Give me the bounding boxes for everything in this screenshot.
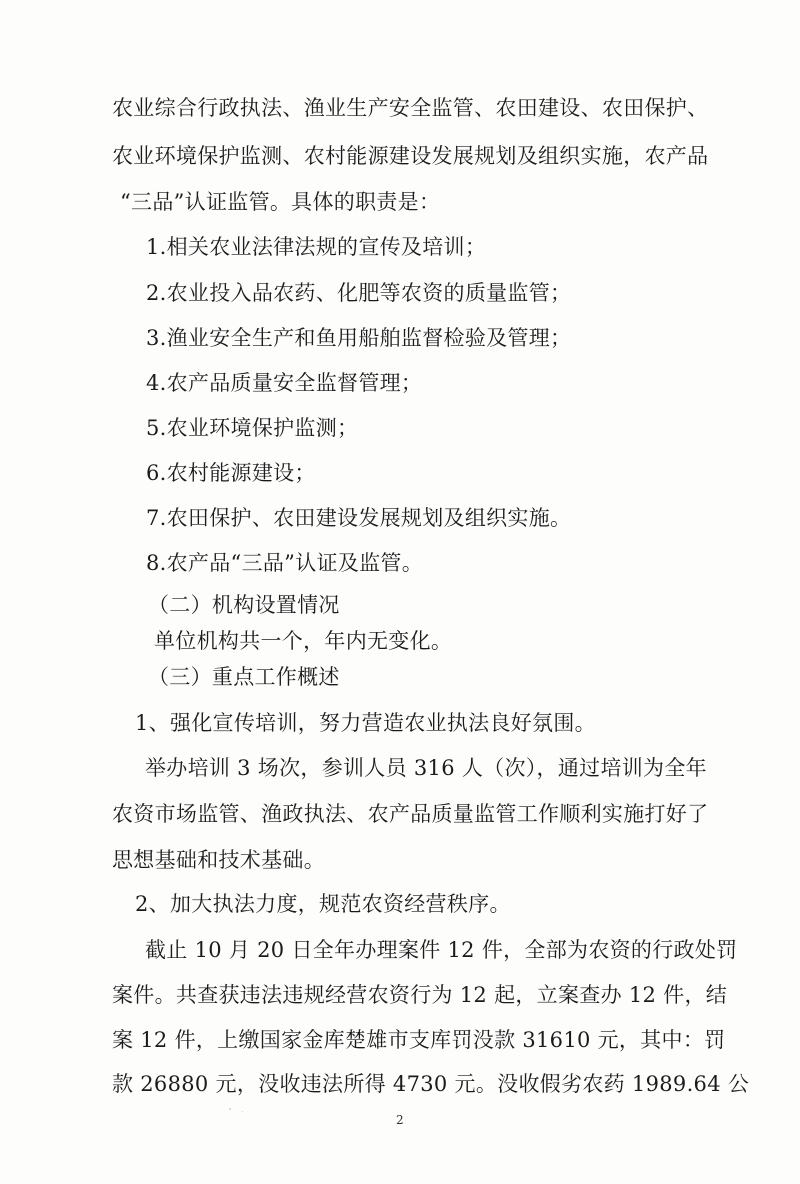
list-item: 5.农业环境保护监测； xyxy=(146,416,359,440)
list-item: 4.农产品质量安全监督管理； xyxy=(146,371,423,395)
text-line: “三品”认证监管。具体的职责是： xyxy=(120,190,441,214)
text-line: 单位机构共一个，年内无变化。 xyxy=(154,629,453,653)
text-line: 农业环境保护监测、农村能源建设发展规划及组织实施，农产品 xyxy=(112,144,709,168)
scan-speck xyxy=(229,1108,231,1110)
subsection-heading: 2、加大执法力度，规范农资经营秩序。 xyxy=(135,892,511,916)
list-item: 8.农产品“三品”认证及监管。 xyxy=(146,551,424,575)
text-line: 思想基础和技术基础。 xyxy=(112,848,325,872)
text-line: 截止 10 月 20 日全年办理案件 12 件，全部为农资的行政处罚 xyxy=(145,938,738,962)
text-line: 举办培训 3 场次，参训人员 316 人（次），通过培训为全年 xyxy=(145,756,707,780)
page-number: 2 xyxy=(396,1113,404,1127)
text-line: 农资市场监管、渔政执法、农产品质量监管工作顺利实施打好了 xyxy=(112,802,709,826)
text-line: 农业综合行政执法、渔业生产安全监管、农田建设、农田保护、 xyxy=(112,96,709,120)
text-line: 案件。共查获违法违规经营农资行为 12 起，立案查办 12 件，结 xyxy=(112,983,728,1007)
list-item: 2.农业投入品农药、化肥等农资的质量监管； xyxy=(146,281,572,305)
text-line: 款 26880 元，没收违法所得 4730 元。没收假劣农药 1989.64 公 xyxy=(112,1072,750,1096)
text-line: 案 12 件，上缴国家金库楚雄市支库罚没款 31610 元，其中：罚 xyxy=(112,1028,726,1052)
scan-speck xyxy=(242,1111,243,1112)
list-item: 7.农田保护、农田建设发展规划及组织实施。 xyxy=(146,506,572,530)
list-item: 1.相关农业法律法规的宣传及培训； xyxy=(146,235,487,259)
section-heading: （三）重点工作概述 xyxy=(148,665,340,689)
section-heading: （二）机构设置情况 xyxy=(148,593,340,617)
list-item: 6.农村能源建设； xyxy=(146,461,316,485)
list-item: 3.渔业安全生产和鱼用船舶监督检验及管理； xyxy=(146,326,572,350)
subsection-heading: 1、强化宣传培训，努力营造农业执法良好氛围。 xyxy=(135,711,596,735)
